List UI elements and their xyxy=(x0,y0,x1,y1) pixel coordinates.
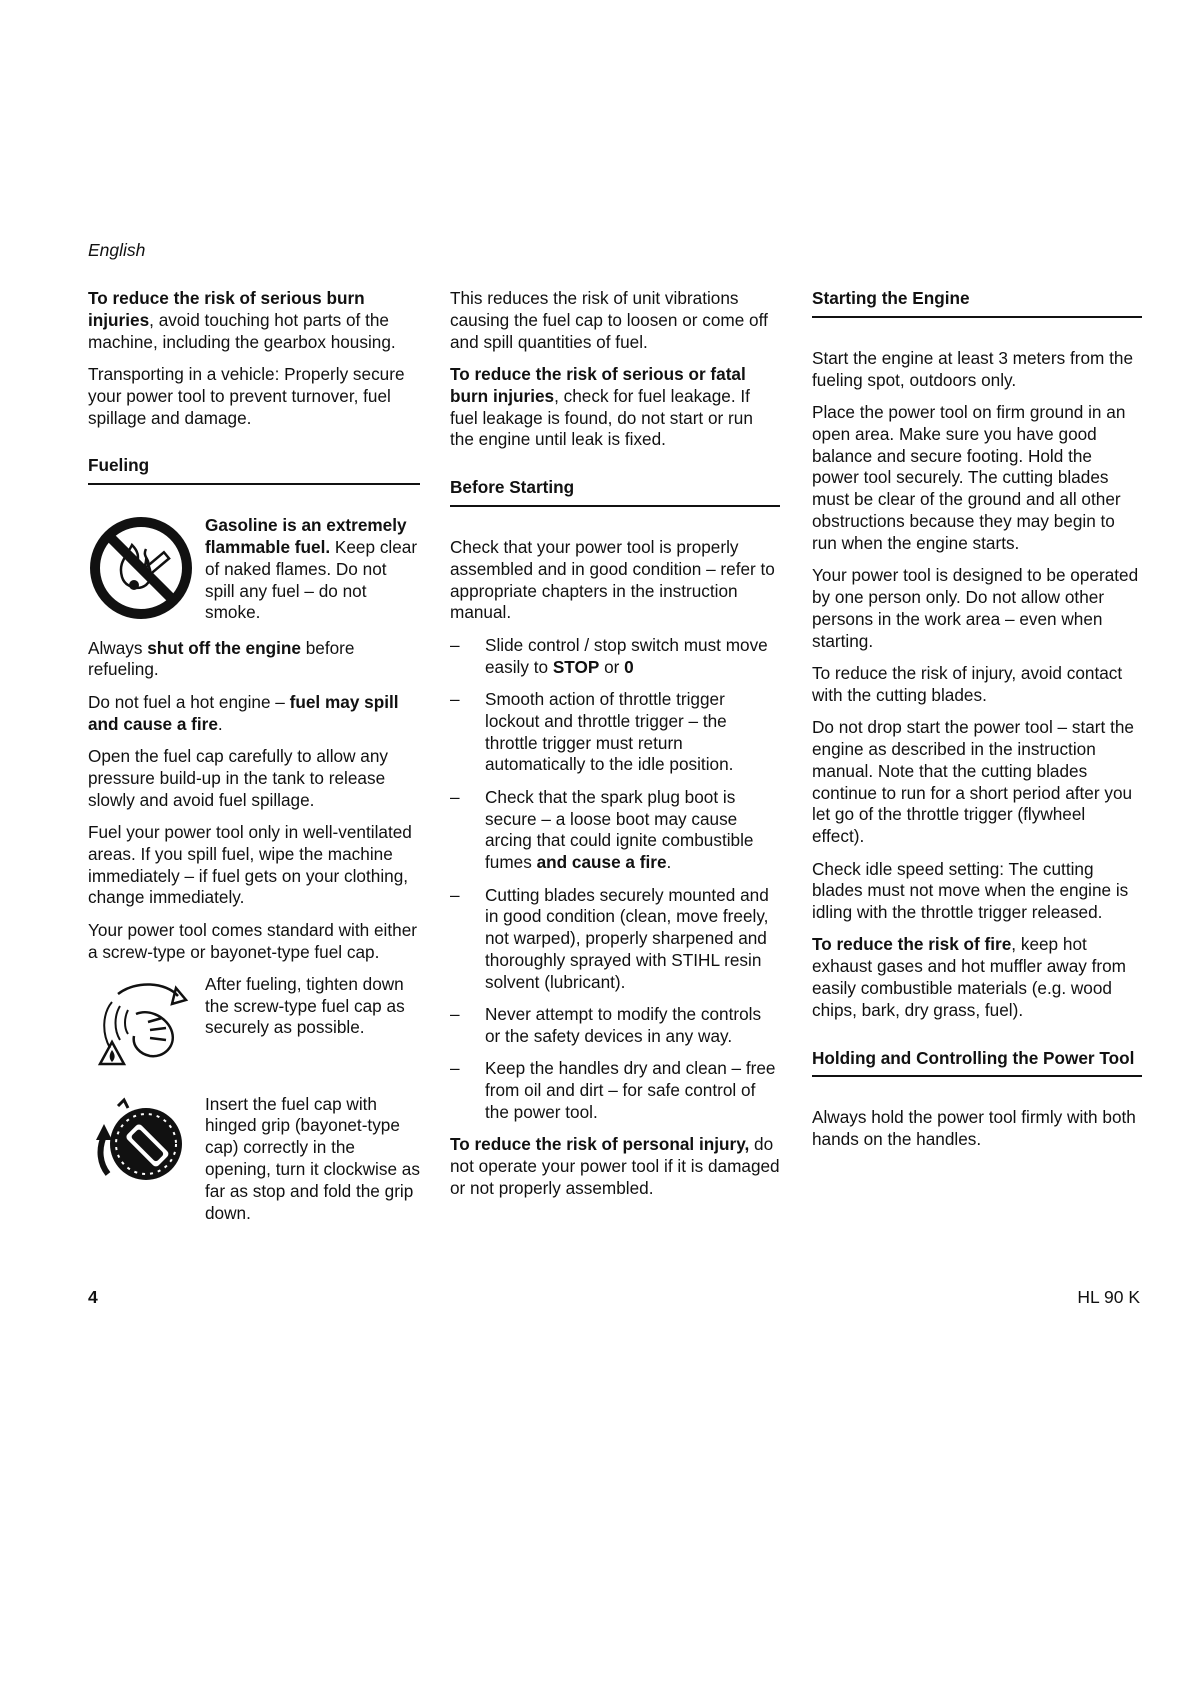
dash-marker: – xyxy=(450,634,460,655)
column-3 xyxy=(812,288,1142,1162)
b2-text: Smooth action of throttle trigger lockout and throttle trigger – the throttle trigger must return automatically to the idle position. xyxy=(485,688,734,775)
b3-pre: Check that the spark plug boot is secure – a loose boot may cause arcing that could ignite combustible fumes xyxy=(485,786,754,873)
fuel-leakage-text: , check for fuel leakage. If fuel leakage is found, do not start or run the engine until leak is fixed. xyxy=(450,385,753,450)
b4-text: Cutting blades securely mounted and in good condition (clean, move freely, not warped), properly sharpened and thoroughly sprayed with STIHL resin solvent (lubricant). xyxy=(485,884,769,992)
burn-warning-bold: To reduce the risk of serious burn injuries xyxy=(88,288,365,330)
hot-engine-bold: fuel may spill and cause a fire xyxy=(88,691,399,734)
list-item xyxy=(450,787,780,874)
fire-risk-text: , keep hot exhaust gases and hot muffler away from easily combustible materials (e.g. wood chips, bark, dry grass, fuel). xyxy=(812,934,1126,1020)
fuel-warning-block xyxy=(88,515,420,627)
no-fire-icon xyxy=(88,515,205,627)
gasoline-warning-text: Keep clear of naked flames. Do not spill any fuel – do not smoke. xyxy=(205,536,418,623)
list-item xyxy=(450,1058,780,1123)
b3-bold: and cause a fire xyxy=(536,852,667,873)
fire-risk-bold: To reduce the risk of fire xyxy=(812,934,1012,955)
hot-engine-pre: Do not fuel a hot engine – xyxy=(88,691,290,712)
ventilation-paragraph: Fuel your power tool only in well-ventilated areas. If you spill fuel, wipe the machine immediately – if fuel gets on your clothing, change immediately. xyxy=(88,821,412,908)
b5-text: Never attempt to modify the controls or the safety devices in any way. xyxy=(485,1004,762,1046)
screw-cap-icon xyxy=(88,974,205,1076)
dash-marker: – xyxy=(450,688,460,709)
dash-marker: – xyxy=(450,884,460,905)
hold-firmly-paragraph: Always hold the power tool firmly with both hands on the handles. xyxy=(812,1107,1136,1150)
check-assembly-paragraph: Check that your power tool is properly assembled and in good condition – refer to appropriate chapters in the instruction manual. xyxy=(450,536,775,623)
vibration-paragraph: This reduces the risk of unit vibrations causing the fuel cap to loosen or come off and spill quantities of fuel. xyxy=(450,288,768,352)
screw-cap-text: After fueling, tighten down the screw-type fuel cap as securely as possible. xyxy=(205,973,405,1038)
transport-paragraph: Transporting in a vehicle: Properly secure your power tool to prevent turnover, fuel spillage and damage. xyxy=(88,363,405,428)
gasoline-warning-bold: Gasoline is an extremely flammable fuel. xyxy=(205,515,407,557)
language-label: English xyxy=(88,240,146,260)
bayonet-cap-icon xyxy=(88,1094,205,1196)
bayonet-cap-block xyxy=(88,1094,420,1225)
burn-warning-text: , avoid touching hot parts of the machine, including the gearbox housing. xyxy=(88,309,396,352)
holding-heading: Holding and Controlling the Power Tool xyxy=(812,1048,1142,1078)
firm-ground-paragraph: Place the power tool on firm ground in an open area. Make sure you have good balance and secure footing. Hold the power tool securely. The cutting blades must be clear of the ground and all other obstructions because they may begin to run when the engine starts. xyxy=(812,401,1126,553)
shut-off-paragraph xyxy=(88,638,420,682)
dash-marker: – xyxy=(450,1058,460,1079)
idle-speed-paragraph: Check idle speed setting: The cutting blades must not move when the engine is idling with the throttle trigger released. xyxy=(812,858,1129,923)
list-item xyxy=(450,689,780,776)
starting-engine-heading: Starting the Engine xyxy=(812,288,1142,318)
list-item xyxy=(450,635,780,679)
fire-risk-paragraph xyxy=(812,934,1142,1021)
drop-start-paragraph: Do not drop start the power tool – start the engine as described in the instruction manual. Note that the cutting blades continue to run for a short period after you let go of the throttle trigger (flywheel effect). xyxy=(812,717,1134,847)
list-item xyxy=(450,1004,780,1048)
shut-off-post: before refueling. xyxy=(88,637,355,680)
shut-off-bold: shut off the engine xyxy=(147,637,301,658)
b1-stop: STOP xyxy=(552,656,600,677)
before-starting-heading: Before Starting xyxy=(450,477,780,507)
personal-injury-paragraph xyxy=(450,1134,780,1199)
b1-pre: Slide control / stop switch must move easily to xyxy=(485,634,768,677)
fuel-leakage-paragraph xyxy=(450,364,780,451)
cap-types-paragraph: Your power tool comes standard with either a screw-type or bayonet-type fuel cap. xyxy=(88,919,417,962)
personal-injury-text: do not operate your power tool if it is damaged or not properly assembled. xyxy=(450,1134,780,1198)
start-distance-paragraph: Start the engine at least 3 meters from the fueling spot, outdoors only. xyxy=(812,347,1133,390)
shut-off-pre: Always xyxy=(88,637,148,658)
bayonet-cap-text: Insert the fuel cap with hinged grip (bayonet-type cap) correctly in the opening, turn it clockwise as far as stop and fold the grip down. xyxy=(205,1093,420,1223)
column-2 xyxy=(450,288,780,1210)
fueling-heading: Fueling xyxy=(88,455,420,485)
model-label: HL 90 K xyxy=(1077,1287,1140,1307)
avoid-contact-paragraph: To reduce the risk of injury, avoid contact with the cutting blades. xyxy=(812,662,1123,705)
page-number: 4 xyxy=(88,1287,98,1307)
list-item xyxy=(450,885,780,994)
b1-zero: 0 xyxy=(624,656,634,677)
personal-injury-bold: To reduce the risk of personal injury, xyxy=(450,1134,750,1155)
fuel-cap-paragraph: Open the fuel cap carefully to allow any pressure build-up in the tank to release slowly and avoid fuel spillage. xyxy=(88,745,389,810)
column-1 xyxy=(88,288,420,1235)
hot-engine-post: . xyxy=(217,713,223,734)
dash-marker: – xyxy=(450,1004,460,1025)
hot-engine-paragraph xyxy=(88,692,420,736)
dash-marker: – xyxy=(450,786,460,807)
fuel-leakage-bold: To reduce the risk of serious or fatal burn injuries xyxy=(450,363,746,406)
b6-text: Keep the handles dry and clean – free from oil and dirt – for safe control of the power tool. xyxy=(485,1058,776,1122)
b1-mid: or xyxy=(599,656,625,677)
b3-post: . xyxy=(666,852,672,873)
burn-warning-paragraph xyxy=(88,288,420,353)
one-person-paragraph: Your power tool is designed to be operated by one person only. Do not allow other persons in the work area – even when starting. xyxy=(812,565,1139,651)
screw-cap-block xyxy=(88,974,420,1076)
